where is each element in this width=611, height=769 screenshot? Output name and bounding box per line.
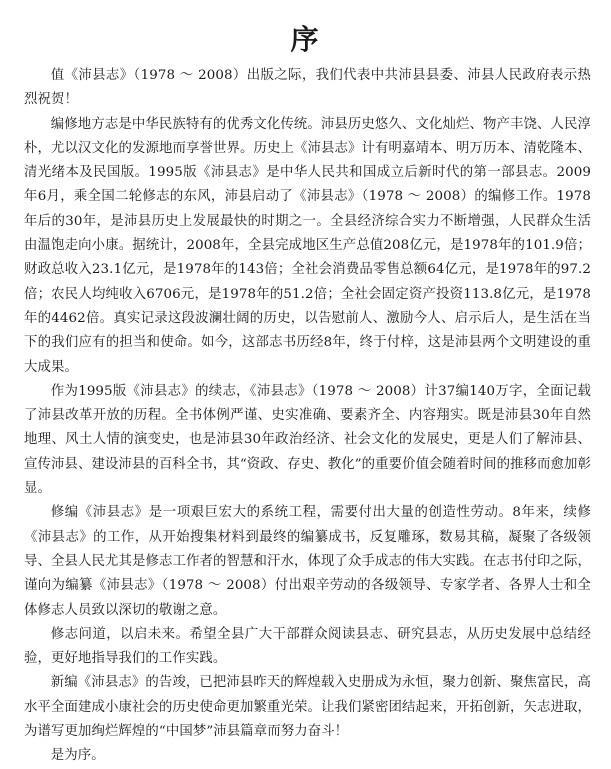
paragraph-signoff: 是为序。	[50, 748, 105, 764]
preface-body	[24, 64, 591, 769]
paragraph-congratulations: 值《沛县志》（1978 ～ 2008）出版之际，我们代表中共沛县县委、沛县人民政府表示热烈祝贺！	[24, 68, 591, 108]
paragraph-acknowledgement: 修编《沛县志》是一项艰巨宏大的系统工程，需要付出大量的创造性劳动。8年来，续修《沛县志》的工作，从开始搜集材料到最终的编纂成书，反复雕琢，数易其稿，凝聚了各级领导、全县人民尤其是修志工作者的智慧和汗水，体现了众手成志的伟大实践。在志书付印之际，谨向为编纂《沛县志》（1978 ～ 2008）付出艰辛劳动的各级领导、专家学者、各界人士和全体修志人员致以深切的敬谢之意。	[24, 505, 591, 618]
paragraph-hope: 修志问道，以启未来。希望全县广大干部群众阅读县志、研究县志，从历史发展中总结经验，更好地指导我们的工作实践。	[24, 626, 591, 667]
paragraph-history: 编修地方志是中华民族特有的优秀文化传统。沛县历史悠久、文化灿烂、物产丰饶、人民淳朴，尤以汉文化的发源地而享誉世界。历史上《沛县志》计有明嘉靖本、明万历本、清乾隆本、清光绪本及民国版。1995版《沛县志》是中华人民共和国成立后新时代的第一部县志。2009年6月，乘全国二轮修志的东风，沛县启动了《沛县志》（1978 ～ 2008）的编修工作。1978年后的30年，是沛县历史上发展最快的时期之一。全县经济综合实力不断增强，人民群众生活由温饱走向小康。据统计，2008年，全县完成地区生产总值208亿元，是1978年的101.9倍；财政总收入23.1亿元，是1978年的143倍；全社会消费品零售总额64亿元，是1978年的97.2倍；农民人均纯收入6706元，是1978年的51.2倍；全社会固定资产投资113.8亿元，是1978年的4462倍。真实记录这段波澜壮阔的历史，以告慰前人、激励今人、启示后人，是生活在当下的我们应有的担当和使命。如今，这部志书历经8年，终于付梓，这是沛县两个文明建设的重大成果。	[24, 116, 591, 375]
paragraph-content-overview: 作为1995版《沛县志》的续志，《沛县志》（1978 ～ 2008）计37编140万字，全面记载了沛县改革开放的历程。全书体例严谨、史实准确、要素齐全、内容翔实。既是沛县30年自然地理、风土人情的演变史，也是沛县30年政治经济、社会文化的发展史，更是人们了解沛县、宣传沛县、建设沛县的百科全书，其“资政、存史、教化”的重要价值会随着时间的推移而愈加彰显。	[24, 383, 592, 497]
paragraph-closing-call: 新编《沛县志》的告竣，已把沛县昨天的辉煌载入史册成为永恒，聚力创新、聚焦富民，高水平全面建成小康社会的历史使命更加繁重光荣。让我们紧密团结起来，开拓创新，矢志进取，为谱写更加绚烂辉煌的“中国梦”沛县篇章而努力奋斗！	[24, 675, 591, 740]
page-title: 序	[290, 22, 321, 56]
